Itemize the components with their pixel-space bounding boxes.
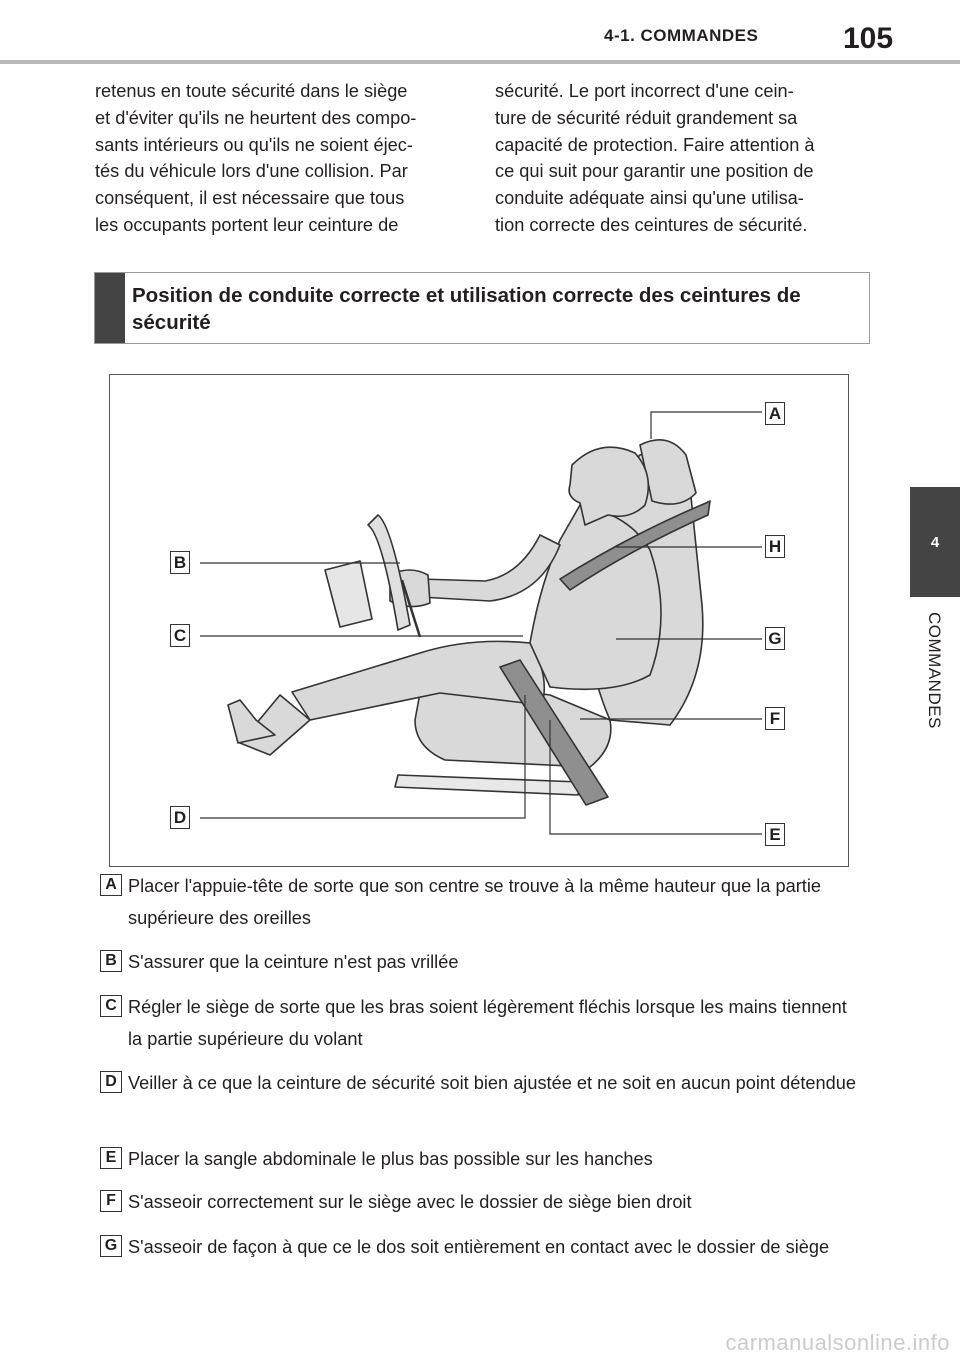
callout-e: E xyxy=(765,823,785,846)
section-title: 4-1. COMMANDES xyxy=(604,26,759,45)
intro-line: sécurité. Le port incorrect d'une cein- xyxy=(495,81,794,101)
callout-b: B xyxy=(170,551,190,574)
intro-line: conséquent, il est nécessaire que tous xyxy=(95,188,405,209)
intro-line: sants intérieurs ou qu'ils ne soient éjec- xyxy=(95,134,413,155)
watermark[interactable]: carmanualsonline.info xyxy=(725,1330,950,1355)
legend-text: S'asseoir de façon à que ce le dos soit entièrement en contact avec le dossier de siège xyxy=(128,1237,830,1257)
legend-text: Placer la sangle abdominale le plus bas possible sur les hanches xyxy=(128,1149,653,1169)
legend-text: Placer l'appuie-tête de sorte que son centre se trouve à la même hauteur que la partie supérieure des oreilles xyxy=(128,876,821,928)
driving-position-figure xyxy=(109,374,849,867)
floor-rail xyxy=(395,775,580,795)
callout-a: A xyxy=(765,402,785,425)
intro-line: et d'éviter qu'ils ne heurtent des compo- xyxy=(95,107,417,128)
callout-c: C xyxy=(170,624,190,647)
leader-line-a xyxy=(651,412,762,439)
intro-line: ce qui suit pour garantir une position de xyxy=(495,161,814,182)
legend-badge: B xyxy=(100,950,122,972)
legend-text: S'assurer que la ceinture n'est pas vrillée xyxy=(128,952,459,972)
section-heading-box xyxy=(94,272,870,344)
legend-text: Veiller à ce que la ceinture de sécurité soit bien ajustée et ne soit en aucun point détendue xyxy=(128,1073,856,1093)
chapter-label: COMMANDES xyxy=(925,612,944,729)
intro-line: ture de sécurité réduit grandement sa xyxy=(495,107,798,128)
legend-badge: F xyxy=(100,1190,122,1212)
pedal xyxy=(325,561,372,627)
intro-line: tion correcte des ceintures de sécurité. xyxy=(495,214,808,235)
intro-left-column xyxy=(95,78,465,239)
driver-illustration xyxy=(110,375,850,868)
legend-badge: A xyxy=(100,874,122,896)
intro-line: capacité de protection. Faire attention à xyxy=(495,134,815,155)
section-heading-bar xyxy=(95,273,125,343)
callout-h: H xyxy=(765,535,785,558)
legend-badge: E xyxy=(100,1147,122,1169)
legend-badge: C xyxy=(100,995,122,1017)
header-rule xyxy=(0,60,960,64)
intro-line: conduite adéquate ainsi qu'une utilisa- xyxy=(495,188,804,209)
intro-line: les occupants portent leur ceinture de xyxy=(95,214,399,235)
section-heading: Position de conduite correcte et utilisation correcte des ceintures de sécurité xyxy=(132,284,801,334)
chapter-tab[interactable] xyxy=(910,487,960,597)
legend-badge: D xyxy=(100,1071,122,1093)
intro-line: tés du véhicule lors d'une collision. Par xyxy=(95,161,408,182)
callout-f: F xyxy=(765,707,785,730)
callout-d: D xyxy=(170,806,190,829)
chapter-number: 4 xyxy=(930,533,940,551)
callout-g: G xyxy=(765,627,785,650)
legend-text: Régler le siège de sorte que les bras soient légèrement fléchis lorsque les mains tiennent la partie supérieure du volant xyxy=(128,997,847,1049)
legend-text: S'asseoir correctement sur le siège avec le dossier de siège bien droit xyxy=(128,1192,692,1212)
page-number: 105 xyxy=(843,22,894,55)
legend-badge: G xyxy=(100,1235,122,1257)
driver-arm xyxy=(420,535,560,601)
intro-line: retenus en toute sécurité dans le siège xyxy=(95,81,408,101)
intro-right-column xyxy=(495,78,865,239)
